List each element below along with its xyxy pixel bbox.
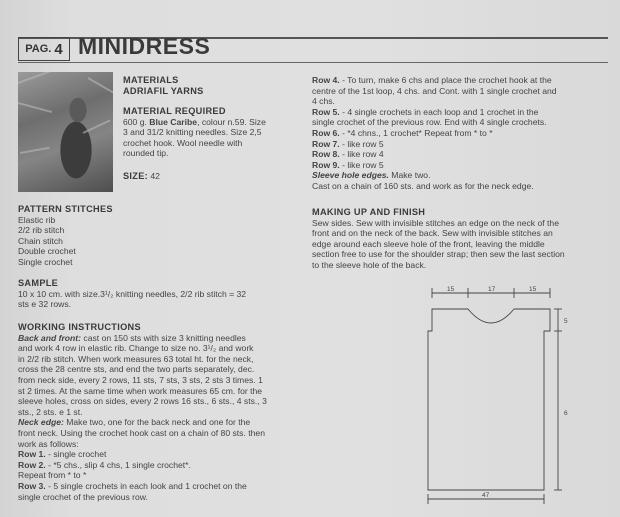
row-line: Row 8. - like row 4: [312, 149, 384, 160]
row-line: Repeat from * to *: [18, 470, 87, 481]
back-front-line-1: Back and front: cast on 150 sts with size 3 knitting needles: [18, 332, 246, 343]
sleeve-line-2: Cast on a chain of 160 sts. and work as for the neck edge.: [312, 180, 534, 191]
working-heading: WORKING INSTRUCTIONS: [18, 322, 141, 332]
garment-outline: [428, 309, 550, 490]
stitch-item: Elastic rib: [18, 214, 56, 225]
back-front-line: sts., 2 sts. e 1 st.: [18, 406, 83, 417]
page-label: PAG.: [25, 43, 52, 55]
materials-heading: MATERIALS: [123, 75, 179, 85]
making-up-line: edge around each sleeve hole of the front, leaving the middle: [312, 238, 545, 249]
materials-subheading: ADRIAFIL YARNS: [123, 85, 204, 96]
material-required-line-3: crochet hook. Wool needle with: [123, 137, 243, 148]
row-line: Row 1. - single crochet: [18, 449, 107, 460]
sample-line-1: 10 x 10 cm. with size.3¹/₂ knitting needles, 2/2 rib stitch = 32: [18, 288, 247, 299]
stitch-item: Chain stitch: [18, 235, 63, 246]
materials-block: [123, 75, 204, 96]
making-up-line: front and on the neck of the back. Sew with invisible stitches an: [312, 228, 553, 239]
dimension-label-top-left: 15: [447, 286, 455, 293]
neck-edge-line: front neck. Using the crochet hook cast on a chain of 80 sts. then: [18, 427, 265, 438]
yarn-name: Blue Caribe: [149, 116, 198, 127]
header-rule-bottom: [18, 62, 608, 63]
sample-heading: SAMPLE: [18, 278, 59, 288]
sleeve-line-1: Sleeve hole edges. Make two.: [312, 170, 431, 181]
sample-line-2: sts e 32 rows.: [18, 299, 72, 310]
back-front-line: and work 4 row in elastic rib. Change to size no. 3¹/₂ and work: [18, 343, 254, 354]
row-line: single crochet of the previous row.: [18, 491, 148, 502]
back-front-line: in 2/2 rib stitch. When work measures 63 total ht. for the neck,: [18, 353, 254, 364]
stitch-item: Double crochet: [18, 246, 76, 257]
material-required-line-2: 3 and 31/2 knitting needles. Size 2,5: [123, 127, 262, 138]
row-line: Row 6. - *4 chns., 1 crochet* Repeat from * to *: [312, 127, 493, 138]
back-front-line: from neck side, every 2 rows, 11 sts, 7 sts, 3 sts, 2 sts 3 times. 1: [18, 374, 263, 385]
making-up-block: [312, 207, 610, 271]
material-required-line-4: rounded tip.: [123, 148, 169, 159]
row-5-line-1: Row 5. - 4 single crochets in each loop and 1 crochet in the: [312, 106, 539, 117]
row-line: Row 9. - like row 5: [312, 159, 384, 170]
stitch-item: Single crochet: [18, 256, 73, 267]
right-column-rows: [312, 75, 610, 192]
sample-block: [18, 278, 298, 310]
dimension-label-top-mid: 17: [488, 286, 496, 293]
making-up-line: Sew sides. Sew with invisible stitches an edge on the neck of the: [312, 217, 559, 228]
back-front-line: cross the 28 centre sts, and end the two parts separately, dec.: [18, 364, 255, 375]
row-4-line: centre of the 1st loop, 4 chs. and Cont. with 1 single crochet and: [312, 85, 557, 96]
material-required-block: [123, 106, 298, 159]
stitch-item: 2/2 rib stitch: [18, 225, 65, 236]
neck-edge-line: work as follows:: [18, 438, 79, 449]
working-instructions-block: [18, 322, 300, 502]
dimension-label-right-top: 5: [564, 318, 568, 325]
pattern-stitches-block: [18, 204, 113, 268]
making-up-heading: MAKING UP AND FINISH: [312, 207, 426, 217]
dimension-label-right-main: 6: [564, 410, 568, 417]
material-required-heading: MATERIAL REQUIRED: [123, 106, 226, 116]
material-required-line-1: 600 g. Blue Caribe, colour n.59. Size: [123, 116, 266, 127]
row-line: Row 7. - like row 5: [312, 138, 384, 149]
row-5-line: single crochet of the previous row. End with 4 single crochets.: [312, 117, 547, 128]
garment-schematic: [418, 285, 578, 510]
dimension-label-bottom: 47: [482, 492, 490, 499]
row-line: Row 3. - 5 single crochets in each look and 1 crochet on the: [18, 480, 247, 491]
making-up-line: to the sleeve hole of the back.: [312, 259, 427, 270]
row-4-line-1: Row 4. - To turn, make 6 chs and place the crochet hook at the: [312, 75, 552, 85]
making-up-line: section free to use for the shoulder strap; then sew the last section: [312, 249, 565, 260]
size-value: 42: [150, 171, 160, 181]
size-label: SIZE:: [123, 171, 148, 181]
back-front-line: sleeve holes, cross on sides, every 2 rows 16 sts., 6 sts., 4 sts., 3: [18, 396, 267, 407]
page-number: 4: [54, 40, 63, 58]
dimension-label-top-right: 15: [529, 286, 537, 293]
page-title: MINIDRESS: [78, 33, 211, 59]
neck-edge-line-1: Neck edge: Make two, one for the back neck and one for the: [18, 417, 251, 428]
back-front-line: st 2 times. At the same time when work measures 65 cm. for the: [18, 385, 263, 396]
back-front-label: Back and front:: [18, 332, 82, 343]
row-4-line: 4 chs.: [312, 96, 335, 107]
page-number-box: [18, 37, 70, 61]
size-line: [123, 171, 160, 182]
model-photo: [18, 72, 113, 192]
pattern-stitches-heading: PATTERN STITCHES: [18, 204, 113, 214]
row-line: Row 2. - *5 chs., slip 4 chs, 1 single crochet*.: [18, 459, 191, 470]
neck-edge-label: Neck edge:: [18, 417, 64, 428]
